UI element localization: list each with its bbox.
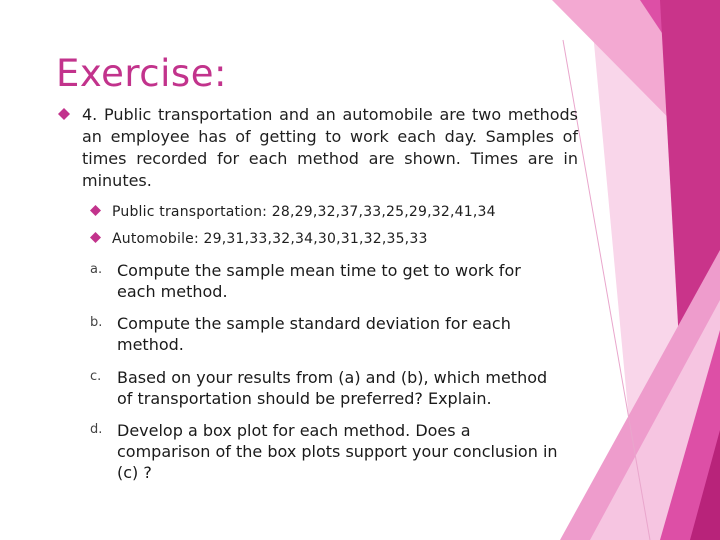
question-a — [90, 260, 560, 302]
question-b — [90, 313, 560, 355]
question-text: Compute the sample mean time to get to work for each method. — [117, 261, 521, 301]
slide-title: Exercise: — [56, 52, 227, 95]
question-text: Develop a box plot for each method. Does a comparison of the box plots support your conclusion in (c) ? — [117, 421, 558, 482]
question-letter: c. — [90, 369, 102, 384]
sample-text: Automobile: 29,31,33,32,34,30,31,32,35,33 — [112, 231, 428, 247]
problem-text: 4. Public transportation and an automobile are two methods an employee has of getting to work each day. Samples of times recorded for each method are shown. Times are in minutes. — [82, 105, 578, 190]
diamond-bullet-icon — [58, 108, 70, 120]
problem-statement — [58, 104, 578, 192]
question-letter: b. — [90, 315, 103, 330]
question-c — [90, 367, 560, 409]
question-text: Compute the sample standard deviation for each method. — [117, 314, 511, 354]
diamond-bullet-icon — [90, 232, 101, 243]
question-text: Based on your results from (a) and (b), which method of transportation should be preferred? Explain. — [117, 368, 548, 408]
sample-item-automobile — [90, 229, 560, 249]
diamond-bullet-icon — [90, 205, 101, 216]
sample-text: Public transportation: 28,29,32,37,33,25,29,32,41,34 — [112, 204, 496, 220]
question-letter: a. — [90, 262, 103, 277]
question-letter: d. — [90, 422, 103, 437]
question-d — [90, 420, 560, 483]
sample-item-public — [90, 202, 560, 222]
